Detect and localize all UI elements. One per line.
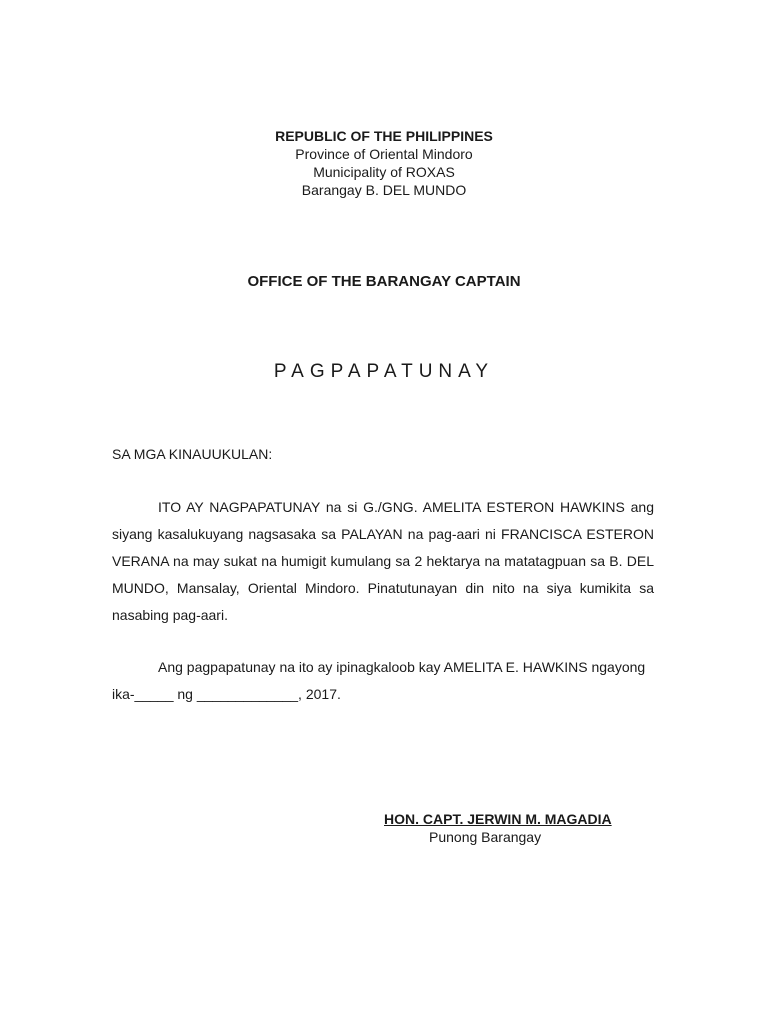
signatory-name: HON. CAPT. JERWIN M. MAGADIA bbox=[384, 811, 612, 827]
signatory-position: Punong Barangay bbox=[429, 829, 542, 845]
barangay-line: Barangay B. DEL MUNDO bbox=[301, 182, 467, 198]
signature-block bbox=[384, 810, 612, 846]
municipality-line: Municipality of ROXAS bbox=[313, 164, 455, 180]
document-title: PAGPAPATUNAY bbox=[273, 361, 495, 382]
salutation: SA MGA KINAUUKULAN: bbox=[112, 446, 273, 462]
republic-heading: REPUBLIC OF THE PHILIPPINES bbox=[275, 128, 493, 144]
province-line: Province of Oriental Mindoro bbox=[295, 146, 473, 162]
office-heading: OFFICE OF THE BARANGAY CAPTAIN bbox=[247, 273, 521, 290]
body-paragraph-2: Ang pagpapatunay na ito ay ipinagkaloob kay AMELITA E. HAWKINS ngayong ika-_____ ng _____________, 2017. bbox=[112, 659, 646, 702]
body-paragraph-1: ITO AY NAGPAPATUNAY na si G./GNG. AMELITA ESTERON HAWKINS ang siyang kasalukuyang nagsasaka sa PALAYAN na pag-aari ni FRANCISCA ESTERON VERANA na may sukat na humigit kumulang sa 2 hektarya na matatagpuan sa B. DEL MUNDO, Mansalay, Oriental Mindoro. Pinatutunayan din nito na siya kumikita sa nasabing pag-aari. bbox=[112, 499, 654, 623]
document-header bbox=[0, 127, 768, 199]
